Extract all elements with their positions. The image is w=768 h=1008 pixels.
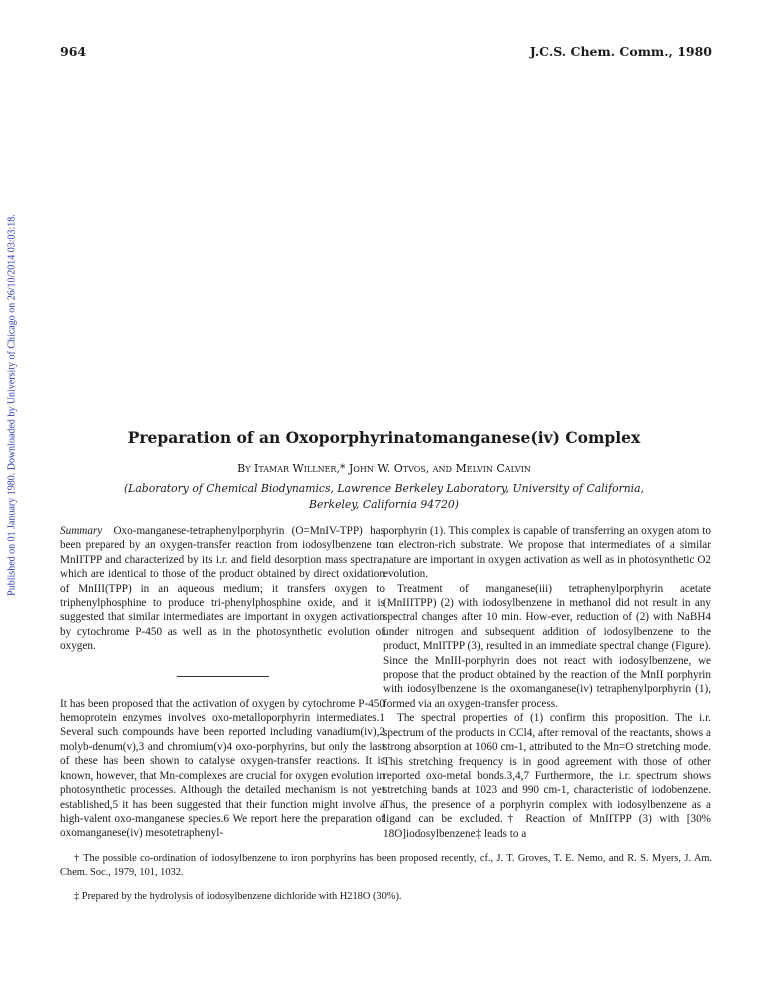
body-paragraph-intro: It has been proposed that the activation of oxygen by cytochrome P-450 hemoprotein enzymes involves oxo-metalloporphyrin intermediates.1 Several such compounds have been reported including vanadium(iv),2 molyb-denum(v),3 and chromium(v)4 oxo-porphyrins, but only the last of these has been shown to catalyse oxygen-transfer reactions. It is known, however, that Mn-complexes are crucial for oxygen evolution in photosynthetic processes. Although the detailed mechanism is not yet established,5 it has been suggested that their function might involve a high-valent oxo-manganese species.6 We report here the preparation of oxomanganese(iv) mesotetraphenyl- (60, 697, 385, 840)
summary-text: Oxo-manganese-tetraphenylporphyrin (O=MnIV-TPP) has been prepared by an oxygen-transfer reaction from iodosylbenzene to MnIITPP and characterized by its i.r. and field desorption mass spectra, which are identical to those of the product obtained by direct oxidation of MnIII(TPP) in an aqueous medium; it transfers oxygen to triphenylphosphine to produce tri-phenylphosphine oxide, and it is suggested that similar intermediates are important in oxygen activation by cytochrome P-450 as well as in the photosynthetic evolution of oxygen. (60, 525, 385, 653)
affiliation: (Laboratory of Chemical Biodynamics, Lawrence Berkeley Laboratory, University of California, Berkeley, California 94720) (123, 482, 645, 511)
summary-label: Summary (60, 525, 103, 537)
summary-paragraph (60, 524, 385, 654)
article-title: Preparation of an Oxoporphyrinatomanganese(iv) Complex (127, 428, 641, 447)
body-paragraph-2: Treatment of manganese(iii) tetraphenylporphyrin acetate (MnIIITPP) (2) with iodosylbenzene in methanol did not result in any spectral changes after 10 min. How-ever, reduction of (2) with NaBH4 under nitrogen and subsequent addition of iodosylbenzene to the product, MnIITPP (3), resulted in an immediate spectral change (Figure). Since the MnIII-porphyrin does not react with iodosylbenzene, we propose that the product obtained by the reaction of the MnII porphyrin with iodosylbenzene is the oxomanganese(iv) tetraphenylporphyrin (1), formed via an oxygen-transfer process. (383, 582, 711, 710)
body-paragraph-1: porphyrin (1). This complex is capable of transferring an oxygen atom to an electron-rich substrate. We propose that intermediates of a similar nature are important in oxygen activation as well as in photosynthetic O2 evolution. (383, 525, 711, 581)
running-header (60, 44, 712, 62)
footnotes (60, 852, 712, 914)
footnote-double-dagger: ‡ Prepared by the hydrolysis of iodosylbenzene dichloride with H218O (30%). (74, 891, 402, 902)
author-line: By Itamar Willner,* John W. Otvos, and Melvin Calvin (237, 462, 531, 475)
footnote-dagger: † The possible co-ordination of iodosylbenzene to iron porphyrins has been proposed recently, cf., J. T. Groves, T. E. Nemo, and R. S. Myers, J. Am. Chem. Soc., 1979, 101, 1032. (60, 853, 712, 878)
left-column (60, 524, 385, 841)
page-number: 964 (60, 44, 87, 59)
section-divider (177, 676, 269, 677)
journal-citation: J.C.S. Chem. Comm., 1980 (529, 44, 712, 59)
body-paragraph-3: The spectral properties of (1) confirm this proposition. The i.r. spectrum of the products in CCl4, after removal of the reactants, shows a strong absorption at 1060 cm-1, attributed to the Mn=O stretching mode. This stretching frequency is in good agreement with those of other reported oxo-metal bonds.3,4,7 Furthermore, the i.r. spectrum shows stretching bands at 1023 and 990 cm-1, characteristic of iodobenzene. Thus, the presence of a porphyrin complex with iodosylbenzene as a ligand can be excluded.† Reaction of MnIITPP (3) with [30% 18O]iodosylbenzene‡ leads to a (383, 712, 711, 840)
right-column (383, 524, 711, 841)
download-watermark-text[interactable]: Published on 01 January 1980. Downloaded by University of Chicago on 26/10/2014 03:03:18. (6, 214, 18, 596)
download-watermark (4, 200, 20, 610)
